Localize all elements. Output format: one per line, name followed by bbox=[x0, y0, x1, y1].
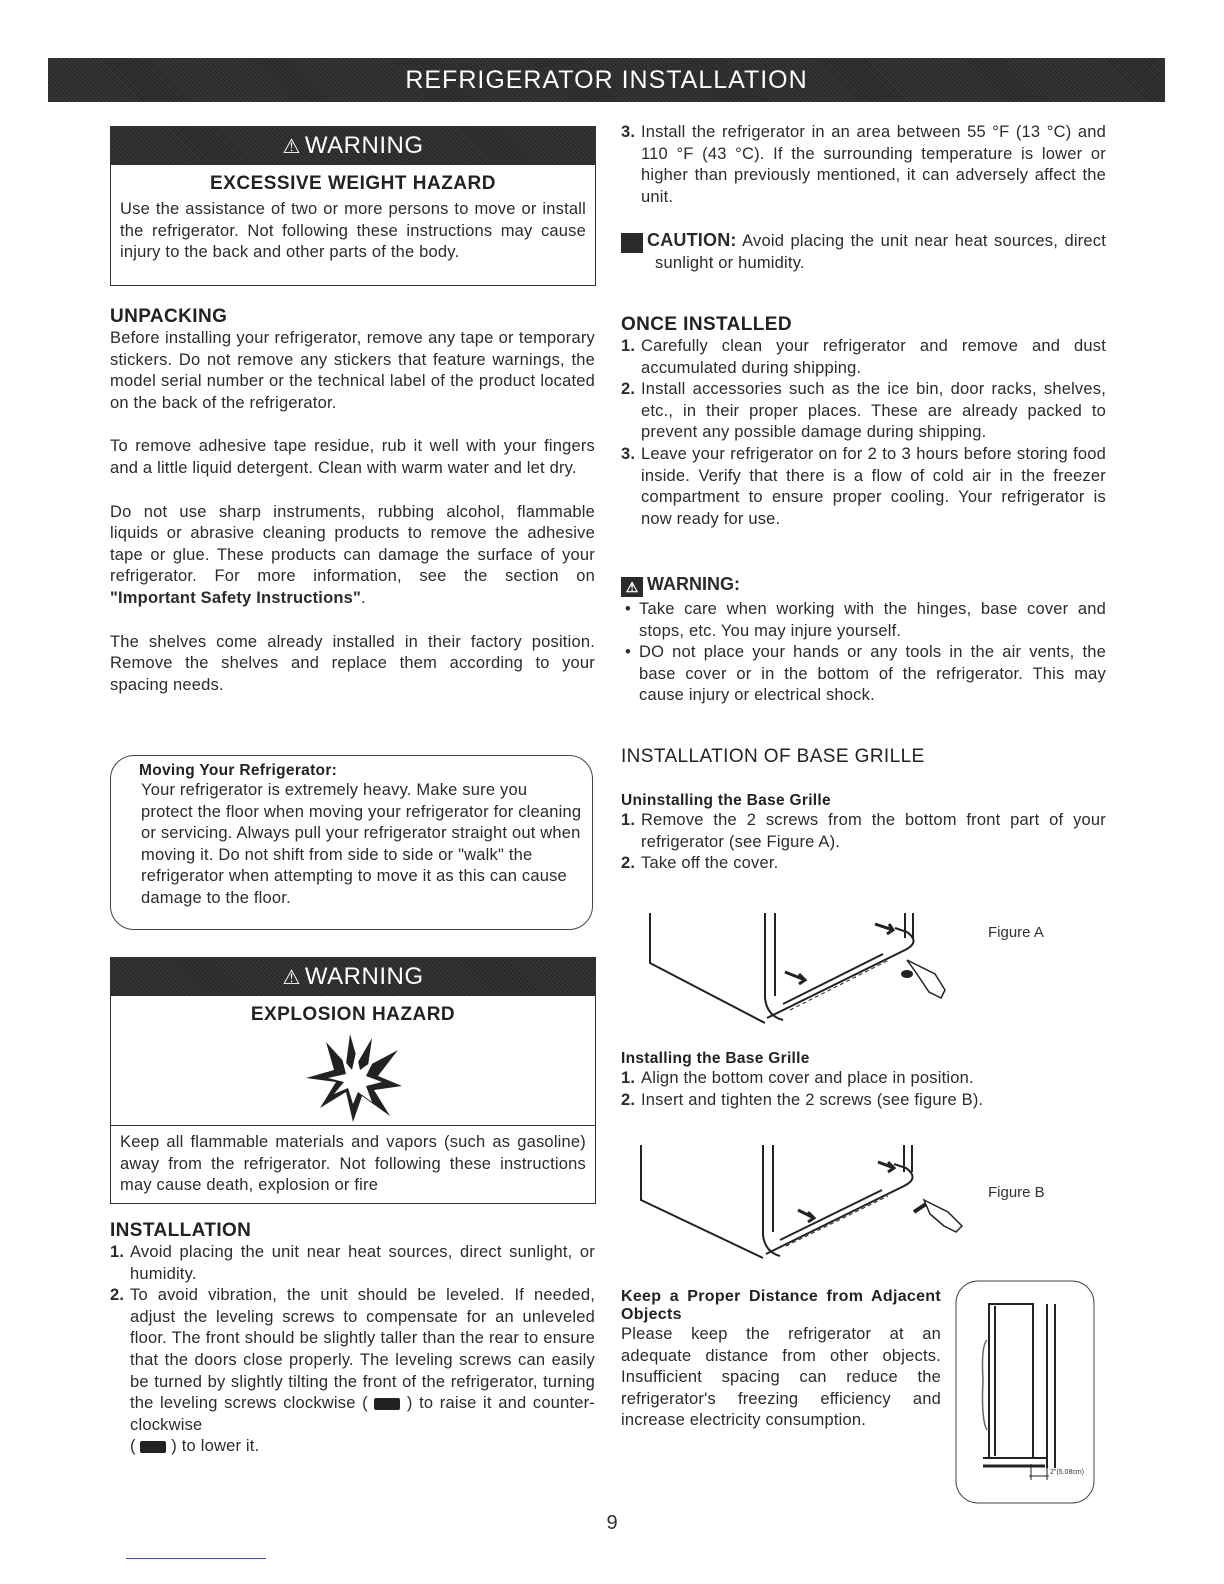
list-item: 1. Align the bottom cover and place in position. bbox=[621, 1069, 974, 1087]
caution-icon: ⚠ bbox=[621, 233, 643, 253]
figure-b-illustration bbox=[638, 1140, 978, 1270]
warning-text: Use the assistance of two or more persons to move or install the refrigerator. Not following these instructions may cause injury to the back and other parts of the body. bbox=[120, 200, 586, 262]
clockwise-icon bbox=[374, 1398, 400, 1410]
figure-b-caption: Figure B bbox=[988, 1184, 1045, 1201]
unpacking-p2: To remove adhesive tape residue, rub it well with your fingers and a little liquid detergent. Clean with warm water and let dry. bbox=[110, 437, 595, 477]
warning-triangle-icon: ⚠ bbox=[621, 577, 643, 597]
caution-note: ⚠ CAUTION: Avoid placing the unit near heat sources, direct sunlight or humidity. bbox=[608, 230, 1106, 272]
list-item: 2. Insert and tighten the 2 screws (see figure B). bbox=[621, 1090, 984, 1109]
base-grille-heading: INSTALLATION OF BASE GRILLE bbox=[621, 746, 925, 767]
list-item: 2. Take off the cover. bbox=[621, 854, 779, 873]
installing-grille-section bbox=[621, 1050, 1106, 1111]
list-item: 1. Remove the 2 screws from the bottom front part of your refrigerator (see Figure A). bbox=[621, 811, 1106, 851]
unpacking-p3: Do not use sharp instruments, rubbing alcohol, flammable liquids or abrasive cleaning products to remove the adhesive tape or glue. These products can damage the surface of your refrigerator. For more information, see the section on "Important Safety Instructions". bbox=[110, 502, 595, 607]
distance-text: Please keep the refrigerator at an adequate distance from other objects. Insufficient spacing can reduce the refrigerator's freezing efficiency and increase electricity consumption. bbox=[621, 1325, 941, 1430]
figure-a-illustration bbox=[645, 908, 985, 1038]
once-installed-section bbox=[621, 314, 1106, 530]
hazard-title: EXCESSIVE WEIGHT HAZARD bbox=[210, 173, 496, 194]
warning-box-explosion bbox=[110, 957, 596, 1204]
list-item: 2. Install accessories such as the ice bin, door racks, shelves, etc., in their proper places. These are already packed to prevent any possible damage during shipping. bbox=[621, 380, 1106, 442]
warning-triangle-icon: ⚠ bbox=[282, 136, 301, 158]
temperature-item bbox=[621, 122, 1106, 208]
moving-title: Moving Your Refrigerator: bbox=[139, 762, 338, 779]
warning-text: Keep all flammable materials and vapors (such as gasoline) away from the refrigerator. Not following these instructions may cause death, explosion or fire bbox=[120, 1133, 586, 1195]
distance-section bbox=[621, 1288, 941, 1432]
list-item: 3. Leave your refrigerator on for 2 to 3 hours before storing food inside. Verify that there is a flow of cold air in the freezer compartment to ensure proper cooling. Your refrigerator is now ready for use. bbox=[621, 444, 1106, 528]
safety-link-text: "Important Safety Instructions" bbox=[110, 588, 362, 607]
once-installed-heading: ONCE INSTALLED bbox=[621, 314, 792, 335]
list-item: 1. Carefully clean your refrigerator and remove and dust accumulated during shipping. bbox=[621, 337, 1106, 377]
uninstall-heading: Uninstalling the Base Grille bbox=[621, 792, 831, 809]
unpacking-section bbox=[110, 306, 595, 696]
distance-heading: Keep a Proper Distance from Adjacent Objects bbox=[621, 1288, 941, 1323]
explosion-icon bbox=[111, 1030, 595, 1125]
counter-clockwise-icon bbox=[140, 1441, 166, 1453]
list-item: 1. Avoid placing the unit near heat sources, direct sunlight, or humidity. bbox=[110, 1243, 595, 1283]
unpacking-p1: Before installing your refrigerator, remove any tape or temporary stickers. Do not remove any stickers that feature warnings, the model serial number or the technical label of the product located on the back of the refrigerator. bbox=[110, 329, 595, 412]
moving-callout bbox=[110, 755, 593, 930]
install-heading: Installing the Base Grille bbox=[621, 1050, 810, 1067]
moving-text: Your refrigerator is extremely heavy. Make sure you protect the floor when moving your refrigerator for cleaning or servicing. Always pull your refrigerator straight out when moving it. Do not shift from side to side or "walk" the refrigerator when attempting to move it as this can cause damage to the floor. bbox=[141, 781, 582, 907]
page-number: 9 bbox=[606, 1512, 618, 1534]
list-item: • DO not place your hands or any tools in the air vents, the base cover or in the bottom of the refrigerator. This may cause injury or electrical shock. bbox=[621, 642, 1106, 707]
list-item: 2. To avoid vibration, the unit should be leveled. If needed, adjust the leveling screws to compensate for an unleveled floor. The front should be slightly taller than the rear to ensure that the doors close properly. The leveling screws can easily be turned by slightly tilting the front of the refrigerator, turning the leveling screws clockwise ( ) to raise it and counter-clockwise ( ) to lower it. bbox=[110, 1286, 596, 1456]
warning-header bbox=[111, 127, 595, 165]
unpacking-p4: The shelves come already installed in their factory position. Remove the shelves and replace them according to your spacing needs. bbox=[110, 632, 595, 694]
installation-heading: INSTALLATION bbox=[110, 1220, 252, 1241]
page-banner: REFRIGERATOR INSTALLATION bbox=[48, 58, 1165, 102]
warning-box-weight bbox=[110, 126, 596, 286]
figure-a-caption: Figure A bbox=[988, 924, 1044, 941]
hazard-title: EXPLOSION HAZARD bbox=[250, 1004, 456, 1025]
warning-notes: ⚠ WARNING: • Take care when working with the hinges, base cover and stops, etc. You may injure yourself. • DO not place your hands or any tools in the air vents, the base cover or in the bottom of the refrigerator. This may cause injury or electrical shock. bbox=[621, 574, 1106, 707]
warning-label: WARNING bbox=[304, 963, 424, 990]
warning-header bbox=[111, 958, 595, 996]
list-item: • Take care when working with the hinges, base cover and stops, etc. You may injure yourself. bbox=[621, 599, 1106, 642]
unpacking-heading: UNPACKING bbox=[110, 306, 228, 327]
installation-list bbox=[110, 1242, 595, 1458]
footer-line bbox=[126, 1558, 266, 1559]
list-item: 3. Install the refrigerator in an area between 55 °F (13 °C) and 110 °F (43 °C). If the surrounding temperature is lower or higher than previously mentioned, it can adversely affect the unit. bbox=[621, 123, 1106, 206]
warning-label: WARNING bbox=[304, 132, 424, 159]
base-grille-section bbox=[621, 746, 1106, 875]
distance-dimension: 2"(5.08cm) bbox=[1050, 1469, 1084, 1476]
warning-triangle-icon: ⚠ bbox=[282, 967, 301, 989]
installation-section bbox=[110, 1220, 595, 1458]
